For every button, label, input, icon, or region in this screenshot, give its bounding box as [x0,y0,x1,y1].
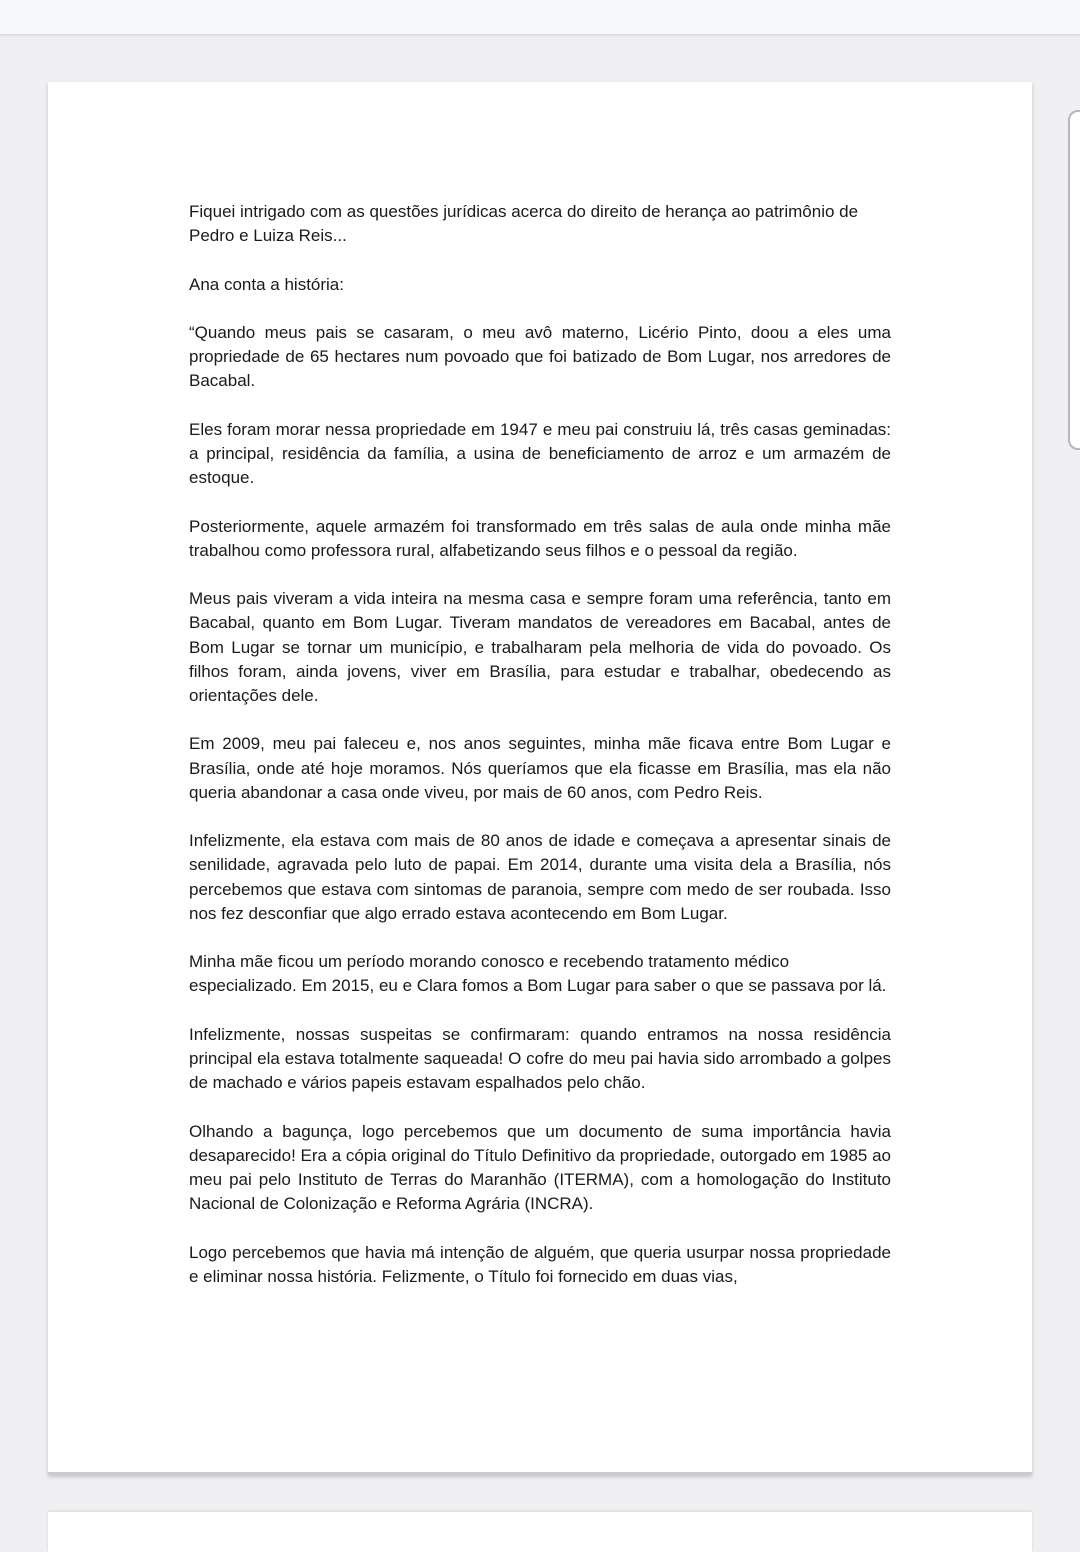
next-page [48,1512,1032,1552]
paragraph-1: Fiquei intrigado com as questões jurídicas acerca do direito de herança ao patrimônio de Pedro e Luiza Reis... [189,202,859,246]
paragraph-2: Ana conta a história: [189,274,344,294]
paragraph-11: Olhando a bagunça, logo percebemos que um documento de suma importância havia desaparecido! Era a cópia original do Título Definitivo da propriedade, outorgado em 1985 ao meu pai pelo Instituto de Terras do Maranhão (ITERMA), com a homologação do Instituto Nacional de Colonização e Reforma Agrária (INCRA). [189,1121,891,1214]
paragraph-8: Infelizmente, ela estava com mais de 80 anos de idade e começava a apresentar sinais de senilidade, agravada pelo luto de papai. Em 2014, durante uma visita dela a Brasília, nós percebemos que estava com sintomas de paranoia, sempre com medo de ser roubada. Isso nos fez desconfiar que algo errado estava acontecendo em Bom Lugar. [189,831,891,923]
paragraph-5: Posteriormente, aquele armazém foi transformado em três salas de aula onde minha mãe trabalhou como professora rural, alfabetizando seus filhos e o pessoal da região. [189,516,891,560]
paragraph-12: Logo percebemos que havia má intenção de alguém, que queria usurpar nossa propriedade e eliminar nossa história. Felizmente, o Título foi fornecido em duas vias, [189,1242,891,1286]
viewer-toolbar [0,0,1080,35]
paragraph-4: Eles foram morar nessa propriedade em 1947 e meu pai construiu lá, três casas geminadas: a principal, residência da família, a usina de beneficiamento de arroz e um armazém de estoque. [189,419,891,488]
scrollbar-handle[interactable] [1068,110,1080,450]
document-page [48,82,1032,1475]
paragraph-6: Meus pais viveram a vida inteira na mesma casa e sempre foram uma referência, tanto em Bacabal, quanto em Bom Lugar. Tiveram mandatos de vereadores em Bacabal, antes de Bom Lugar se tornar um município, e trabalharam pela melhoria de vida do povoado. Os filhos foram, ainda jovens, viver em Brasília, para estudar e trabalhar, obedecendo as orientações dele. [189,589,891,705]
paragraph-7: Em 2009, meu pai faleceu e, nos anos seguintes, minha mãe ficava entre Bom Lugar e Brasília, onde até hoje moramos. Nós queríamos que ela ficasse em Brasília, mas ela não queria abandonar a casa onde viveu, por mais de 60 anos, com Pedro Reis. [189,734,891,802]
document-text [189,200,891,1313]
paragraph-3: “Quando meus pais se casaram, o meu avô materno, Licério Pinto, doou a eles uma propriedade de 65 hectares num povoado que foi batizado de Bom Lugar, nos arredores de Bacabal. [189,322,891,391]
paragraph-9: Minha mãe ficou um período morando conosco e recebendo tratamento médico especializado. Em 2015, eu e Clara fomos a Bom Lugar para saber o que se passava por lá. [189,952,887,996]
paragraph-10: Infelizmente, nossas suspeitas se confirmaram: quando entramos na nossa residência principal ela estava totalmente saqueada! O cofre do meu pai havia sido arrombado a golpes de machado e vários papeis estavam espalhados pelo chão. [189,1024,891,1093]
